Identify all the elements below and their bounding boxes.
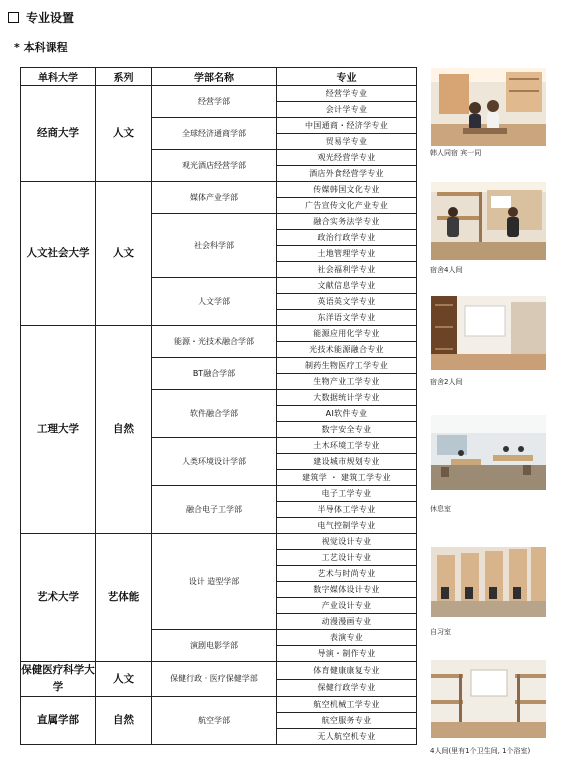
series-cell: 人文 — [96, 86, 152, 182]
dorm-photo-2 — [431, 182, 546, 260]
university-cell: 直属学部 — [21, 697, 96, 745]
series-cell: 自然 — [96, 697, 152, 745]
department-cell: 演剧电影学部 — [152, 630, 277, 662]
major-cell: 制药生物医疗工学专业 — [277, 358, 417, 374]
table-row — [21, 662, 417, 680]
major-cell: 会计学专业 — [277, 102, 417, 118]
major-cell: 政治行政学专业 — [277, 230, 417, 246]
major-cell: 艺术与时尚专业 — [277, 566, 417, 582]
major-cell: 酒店外食经营学专业 — [277, 166, 417, 182]
department-cell: 航空学部 — [152, 697, 277, 745]
major-cell: 保健行政学专业 — [277, 679, 417, 697]
major-cell: 工艺设计专业 — [277, 550, 417, 566]
photo-caption: 宿舍4人间 — [430, 266, 463, 274]
section-title — [8, 9, 74, 26]
checkbox-square-icon — [8, 12, 19, 23]
department-cell: BT融合学部 — [152, 358, 277, 390]
major-cell: 数字安全专业 — [277, 422, 417, 438]
photo-caption: 4人间(里有1个卫生间, 1个浴室) — [430, 747, 531, 755]
table-row — [21, 86, 417, 102]
department-cell: 人类环境设计学部 — [152, 438, 277, 486]
university-cell: 艺术大学 — [21, 534, 96, 662]
major-cell: AI软件专业 — [277, 406, 417, 422]
department-cell: 软件融合学部 — [152, 390, 277, 438]
department-cell: 融合电子工学部 — [152, 486, 277, 534]
department-cell: 人文学部 — [152, 278, 277, 326]
major-cell: 电气控制学专业 — [277, 518, 417, 534]
series-cell: 自然 — [96, 326, 152, 534]
series-cell: 艺体能 — [96, 534, 152, 662]
major-cell: 建设城市规划专业 — [277, 454, 417, 470]
major-cell: 东洋语文学专业 — [277, 310, 417, 326]
major-cell: 导演・制作专业 — [277, 646, 417, 662]
university-cell: 人文社会大学 — [21, 182, 96, 326]
major-cell: 能源应用化学专业 — [277, 326, 417, 342]
university-cell: 保健医疗科学大学 — [21, 662, 96, 697]
study-room-photo — [431, 539, 546, 617]
major-cell: 社会福利学专业 — [277, 262, 417, 278]
major-cell: 体育健康康复专业 — [277, 662, 417, 680]
major-cell: 生物产业工学专业 — [277, 374, 417, 390]
dorm-photo-4 — [431, 660, 546, 738]
major-cell: 贸易学专业 — [277, 134, 417, 150]
section-title-text: 专业设置 — [26, 11, 75, 25]
major-cell: 视觉设计专业 — [277, 534, 417, 550]
table-row — [21, 182, 417, 198]
table-row — [21, 326, 417, 342]
photo-caption: 韩人同宿 宾一同 — [430, 149, 482, 157]
dorm-photo-1 — [431, 68, 546, 146]
table-header-row — [21, 68, 417, 86]
major-cell: 中国通商・经济学专业 — [277, 118, 417, 134]
major-cell: 电子工学专业 — [277, 486, 417, 502]
department-cell: 保健行政 · 医疗保健学部 — [152, 662, 277, 697]
university-cell: 工理大学 — [21, 326, 96, 534]
table-row — [21, 534, 417, 550]
major-cell: 表演专业 — [277, 630, 417, 646]
major-cell: 航空服务专业 — [277, 713, 417, 729]
major-cell: 土地管理学专业 — [277, 246, 417, 262]
major-cell: 传媒韩国文化专业 — [277, 182, 417, 198]
major-cell: 广告宣传文化产业专业 — [277, 198, 417, 214]
header-department: 学部名称 — [152, 68, 277, 86]
series-cell: 人文 — [96, 662, 152, 697]
university-cell: 经商大学 — [21, 86, 96, 182]
dorm-photo-3 — [431, 296, 546, 370]
major-cell: 经营学专业 — [277, 86, 417, 102]
major-cell: 无人航空机专业 — [277, 729, 417, 745]
header-university: 单科大学 — [21, 68, 96, 86]
department-cell: 全球经济通商学部 — [152, 118, 277, 150]
major-cell: 大数据统计学专业 — [277, 390, 417, 406]
majors-table — [20, 67, 417, 745]
major-cell: 观光经营学专业 — [277, 150, 417, 166]
department-cell: 设计 造型学部 — [152, 534, 277, 630]
major-cell: 英语英文学专业 — [277, 294, 417, 310]
subsection-title — [14, 39, 68, 55]
photo-caption: 自习室 — [430, 628, 451, 636]
header-series: 系列 — [96, 68, 152, 86]
photo-caption: 休息室 — [430, 505, 451, 513]
department-cell: 媒体产业学部 — [152, 182, 277, 214]
major-cell: 文献信息学专业 — [277, 278, 417, 294]
department-cell: 社会科学部 — [152, 214, 277, 278]
lounge-photo — [431, 415, 546, 490]
subsection-title-text: 本科课程 — [23, 41, 68, 54]
major-cell: 光技术能源融合专业 — [277, 342, 417, 358]
header-major: 专业 — [277, 68, 417, 86]
major-cell: 融合实务法学专业 — [277, 214, 417, 230]
subsection-bullet: * — [14, 41, 20, 54]
major-cell: 半导体工学专业 — [277, 502, 417, 518]
department-cell: 观光酒店经营学部 — [152, 150, 277, 182]
department-cell: 能源・光技术融合学部 — [152, 326, 277, 358]
series-cell: 人文 — [96, 182, 152, 326]
major-cell: 动漫漫画专业 — [277, 614, 417, 630]
major-cell: 数字媒体设计专业 — [277, 582, 417, 598]
major-cell: 土木环境工学专业 — [277, 438, 417, 454]
table-row — [21, 697, 417, 713]
major-cell: 航空机械工学专业 — [277, 697, 417, 713]
major-cell: 建筑学 ・ 建筑工学专业 — [277, 470, 417, 486]
major-cell: 产业设计专业 — [277, 598, 417, 614]
department-cell: 经营学部 — [152, 86, 277, 118]
photo-caption: 宿舍2人间 — [430, 378, 463, 386]
